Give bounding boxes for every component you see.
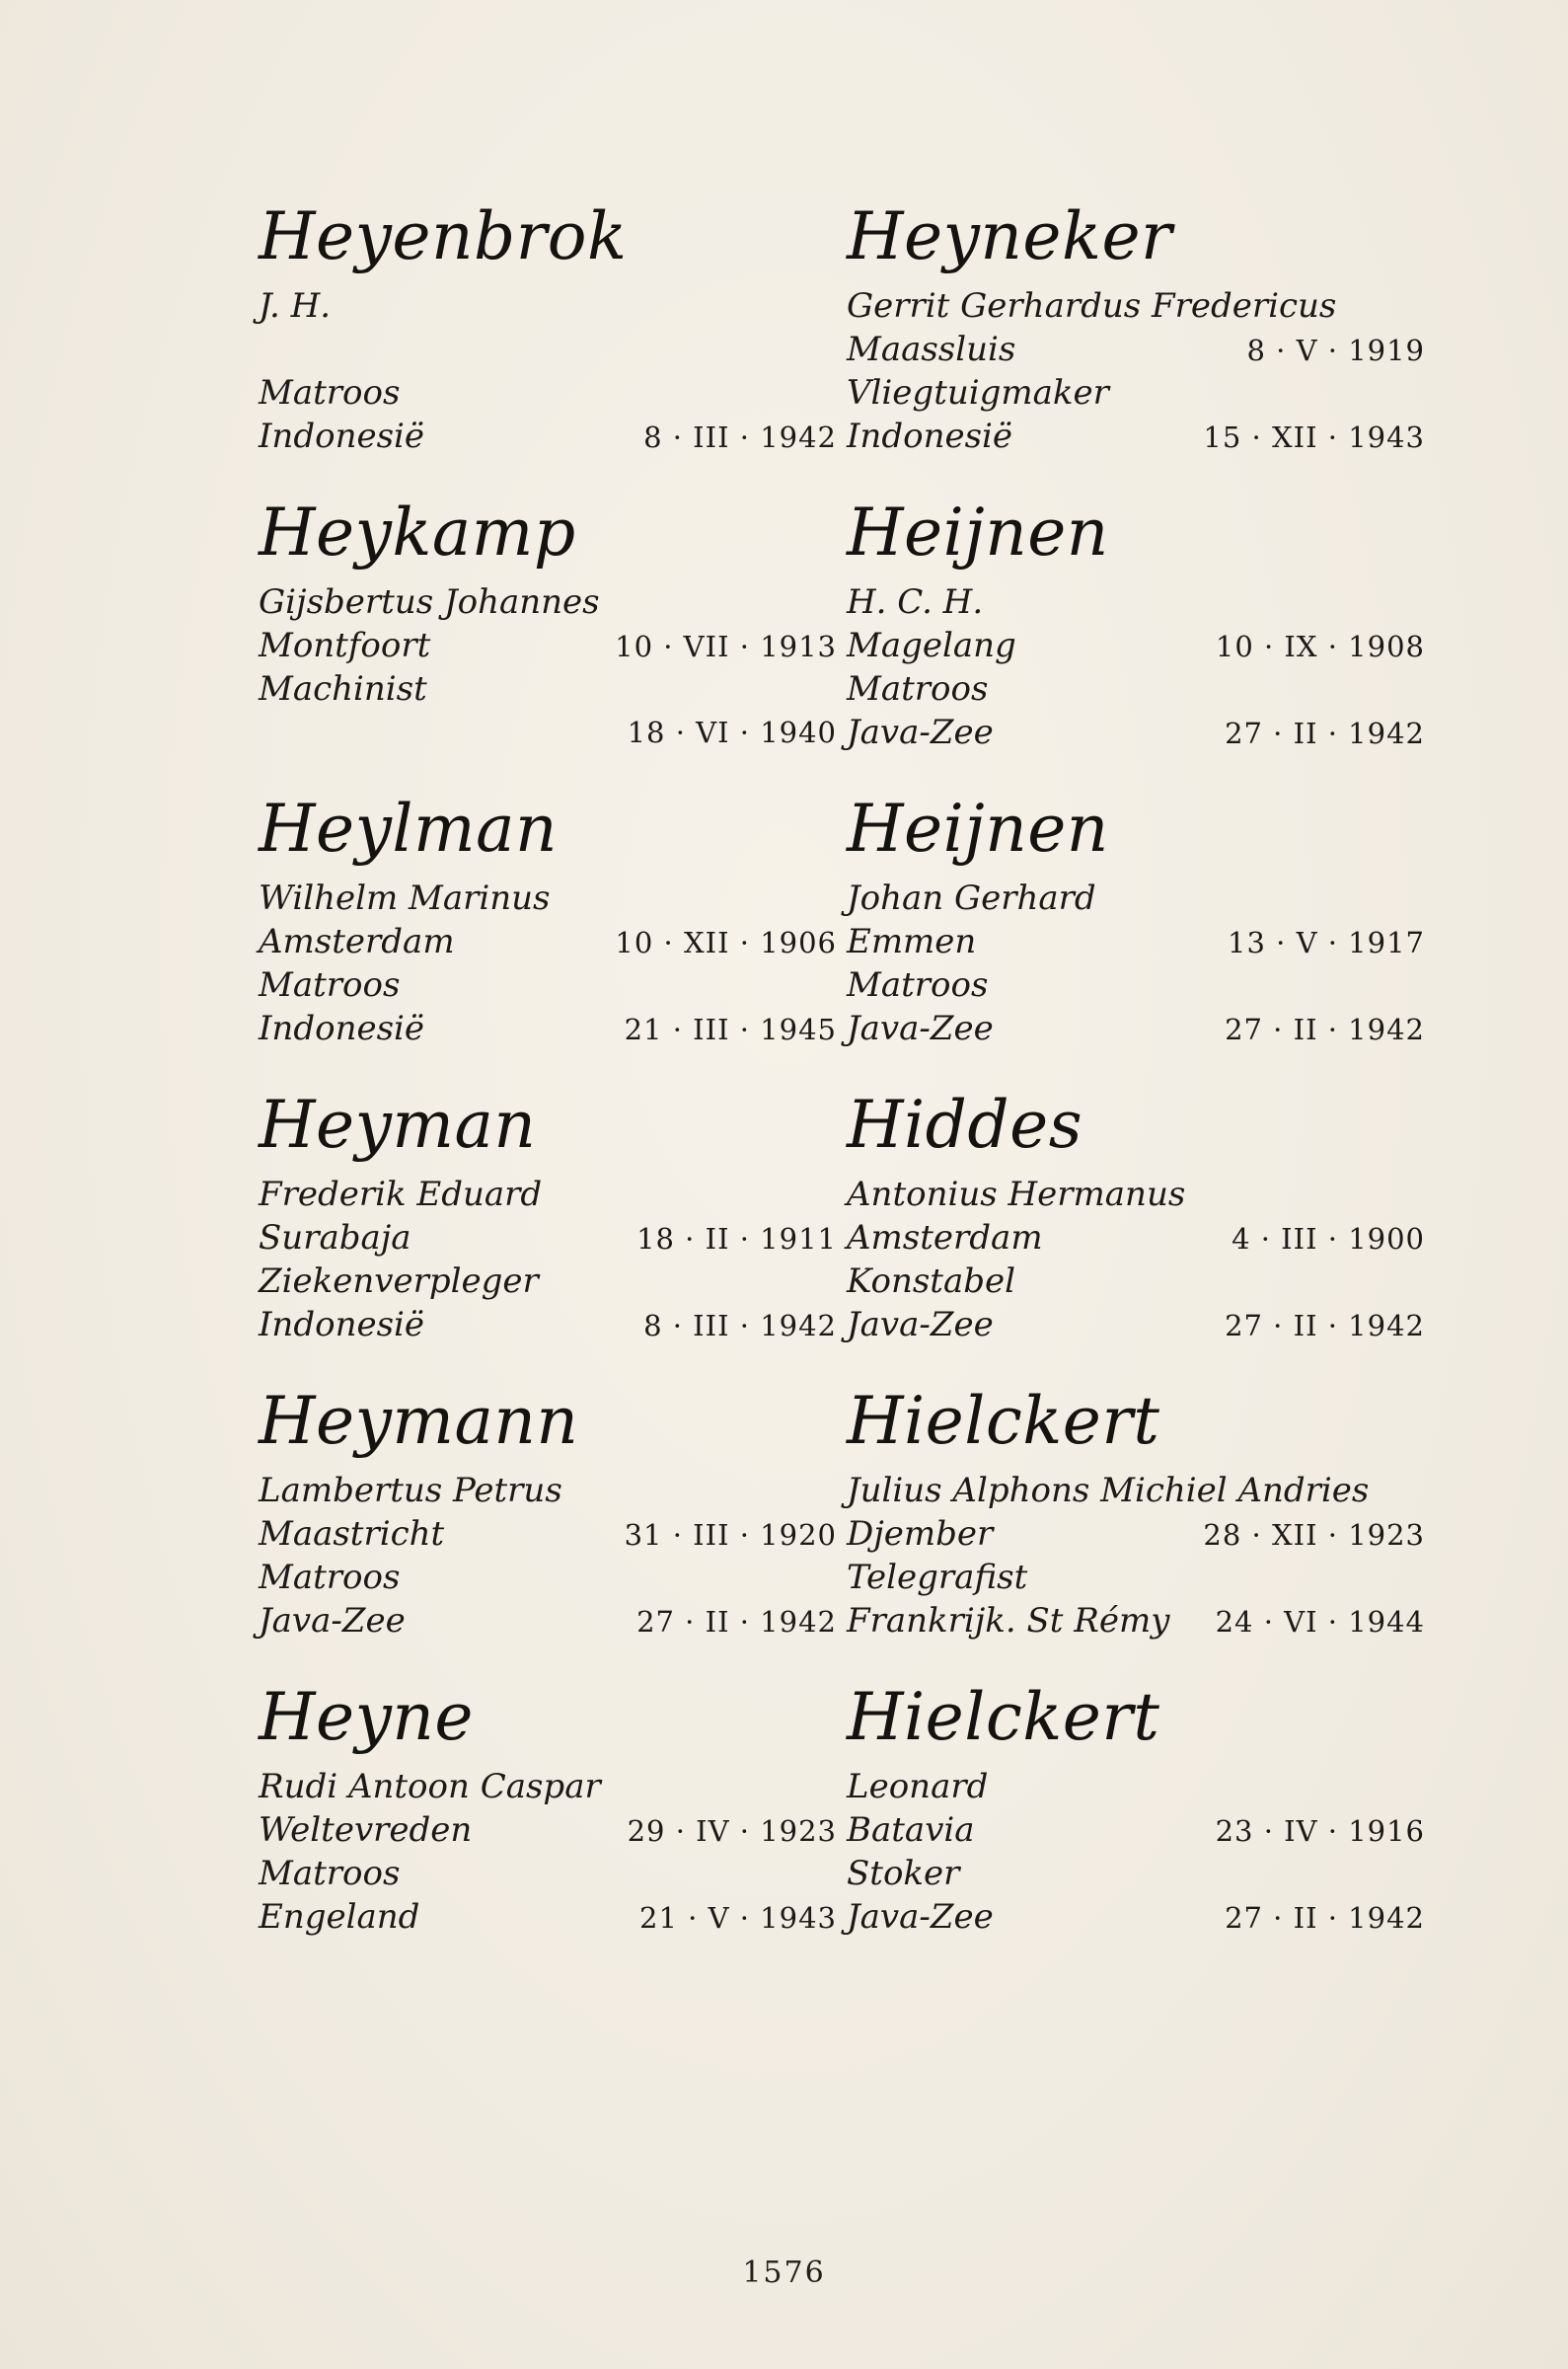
entry-line [259,711,841,754]
entry-surname: Heyne [259,1679,474,1755]
entry-line [847,1216,1429,1260]
entry-line [847,1852,1429,1895]
entry-line [259,667,841,711]
entry-line [259,371,841,415]
entry-line-text: Gerrit Gerhardus Fredericus [847,286,1337,326]
memorial-entry [847,1382,1429,1678]
entry-line-text: Rudi Antoon Caspar [259,1767,601,1806]
entry-line [847,624,1429,667]
entry-line [847,371,1429,415]
entry-date: 27 · II · 1942 [1225,717,1425,750]
entry-line-text: Matroos [847,669,989,709]
entry-surname: Hielckert [847,1383,1160,1459]
entry-surname: Hiddes [847,1087,1083,1163]
entry-line [259,1765,841,1808]
entry-line [259,920,841,963]
entry-line [847,284,1429,328]
entry-line [847,667,1429,711]
entry-date: 21 · III · 1945 [624,1013,837,1046]
memorial-entry [847,197,1429,494]
entry-line [847,1895,1429,1939]
entry-line [259,415,841,458]
entry-line [259,1260,841,1303]
entry-date: 18 · VI · 1940 [627,716,837,749]
entry-line [259,580,841,624]
entry-line [259,1007,841,1050]
entry-line-text: Java-Zee [847,1009,994,1048]
entry-line-text: Indonesië [259,1305,425,1344]
entry-line [259,1469,841,1512]
entry-line-text: Matroos [259,1558,401,1597]
entry-date: 23 · IV · 1916 [1215,1814,1425,1848]
entry-date: 4 · III · 1900 [1232,1222,1425,1256]
entry-date: 31 · III · 1920 [624,1518,837,1552]
entry-line-text: Machinist [259,669,427,709]
entry-line [847,328,1429,371]
entry-line-text: Telegrafist [847,1558,1028,1597]
entry-date: 10 · XII · 1906 [615,926,837,959]
entry-surname: Heijnen [847,495,1109,571]
entry-line [847,1556,1429,1599]
entry-line-text: Amsterdam [259,922,455,961]
entry-date: 27 · II · 1942 [1225,1309,1425,1342]
entry-surname: Heylman [259,791,558,867]
entry-date: 8 · V · 1919 [1246,334,1425,367]
entry-surname: Heymann [259,1383,579,1459]
entry-line-text: Java-Zee [259,1601,406,1641]
entry-line-text: Matroos [847,965,989,1005]
entry-line-text: Java-Zee [847,1897,994,1937]
entry-line [847,1765,1429,1808]
entry-line-text: Leonard [847,1767,989,1806]
entry-line [847,1173,1429,1216]
entry-surname: Heykamp [259,495,576,571]
entry-line [259,1173,841,1216]
memorial-entry [847,1678,1429,1974]
entry-date: 29 · IV · 1923 [627,1814,837,1848]
entry-date: 24 · VI · 1944 [1215,1605,1425,1639]
memorial-entry [259,1086,841,1382]
entry-line [259,1512,841,1556]
entry-line [847,1512,1429,1556]
entry-date: 8 · III · 1942 [643,420,837,454]
entry-line-text: Batavia [847,1810,975,1850]
memorial-entry [847,1086,1429,1382]
entry-line-text: Surabaja [259,1218,411,1258]
entry-line-text: Emmen [847,922,977,961]
entry-surname: Hielckert [847,1679,1160,1755]
memorial-entry [259,1382,841,1678]
entry-line-text: Matroos [259,373,401,413]
memorial-entry [847,790,1429,1086]
memorial-entry [259,494,841,790]
entry-line-text: J. H. [259,286,332,326]
entry-line [259,1808,841,1852]
entry-line-text: Amsterdam [847,1218,1043,1258]
entry-line-text: Frederik Eduard [259,1175,543,1214]
entry-surname: Heyman [259,1087,537,1163]
entry-date: 27 · II · 1942 [636,1605,837,1639]
entry-line-text: Frankrijk. St Rémy [847,1601,1170,1641]
entry-line [847,580,1429,624]
entry-date: 21 · V · 1943 [639,1901,837,1935]
entry-date: 13 · V · 1917 [1228,926,1425,959]
entry-line [847,1303,1429,1346]
entry-surname: Heyneker [847,198,1173,274]
entry-line [259,1895,841,1939]
entry-line-text: Wilhelm Marinus [259,879,551,918]
entry-line [847,963,1429,1007]
entry-line-text: H. C. H. [847,582,984,622]
entry-line [259,877,841,920]
entry-date: 10 · IX · 1908 [1215,630,1425,663]
entry-line [259,284,841,328]
entry-line-text: Julius Alphons Michiel Andries [847,1471,1370,1510]
entry-date: 10 · VII · 1913 [615,630,837,663]
entry-line-text: Matroos [259,1854,401,1893]
entry-line-text: Stoker [847,1854,960,1893]
entry-surname: Heyenbrok [259,198,628,274]
entry-line [847,920,1429,963]
entry-line [259,1216,841,1260]
entry-line-text: Engeland [259,1897,420,1937]
entry-line-text: Vliegtuigmaker [847,373,1109,413]
entry-line-text: Maassluis [847,330,1016,369]
entry-line [259,1599,841,1643]
entry-line [259,1556,841,1599]
page-number: 1576 [742,2255,826,2290]
entry-line-text: Magelang [847,626,1016,665]
entry-line-text: Ziekenverpleger [259,1261,539,1301]
entry-line [847,877,1429,920]
entry-line-text: Indonesië [847,417,1013,456]
entry-line-text: Lambertus Petrus [259,1471,562,1510]
entry-line-text: Maastricht [259,1514,445,1554]
entry-line [847,1599,1429,1643]
entry-line [259,328,841,371]
entry-line-text: Matroos [259,965,401,1005]
entry-line [259,963,841,1007]
entry-line [847,711,1429,754]
entry-date: 18 · II · 1911 [636,1222,837,1256]
entry-line-text: Antonius Hermanus [847,1175,1186,1214]
memorial-entry [847,494,1429,790]
memorial-entry [259,197,841,494]
memorial-entry [259,1678,841,1974]
entry-line-text: Java-Zee [847,713,994,752]
entry-date: 27 · II · 1942 [1225,1901,1425,1935]
memorial-entry [259,790,841,1086]
entry-line-text: Gijsbertus Johannes [259,582,600,622]
entry-line [847,415,1429,458]
right-column [847,197,1429,1974]
entry-line-text: Konstabel [847,1261,1015,1301]
entry-date: 15 · XII · 1943 [1203,420,1425,454]
entry-line [259,624,841,667]
entry-line-text: Java-Zee [847,1305,994,1344]
entry-line-text: Djember [847,1514,994,1554]
entry-line [847,1808,1429,1852]
entry-line-text: Johan Gerhard [847,879,1096,918]
entry-date: 27 · II · 1942 [1225,1013,1425,1046]
entry-line [847,1469,1429,1512]
entry-line [259,1852,841,1895]
entry-line-text: Indonesië [259,1009,425,1048]
entry-date: 8 · III · 1942 [643,1309,837,1342]
entry-line [847,1007,1429,1050]
left-column [259,197,841,1974]
entry-line [847,1260,1429,1303]
entry-date: 28 · XII · 1923 [1203,1518,1425,1552]
entry-surname: Heijnen [847,791,1109,867]
entry-line-text: Weltevreden [259,1810,473,1850]
entry-line [259,1303,841,1346]
entry-line-text: Montfoort [259,626,431,665]
entry-line-text: Indonesië [259,417,425,456]
